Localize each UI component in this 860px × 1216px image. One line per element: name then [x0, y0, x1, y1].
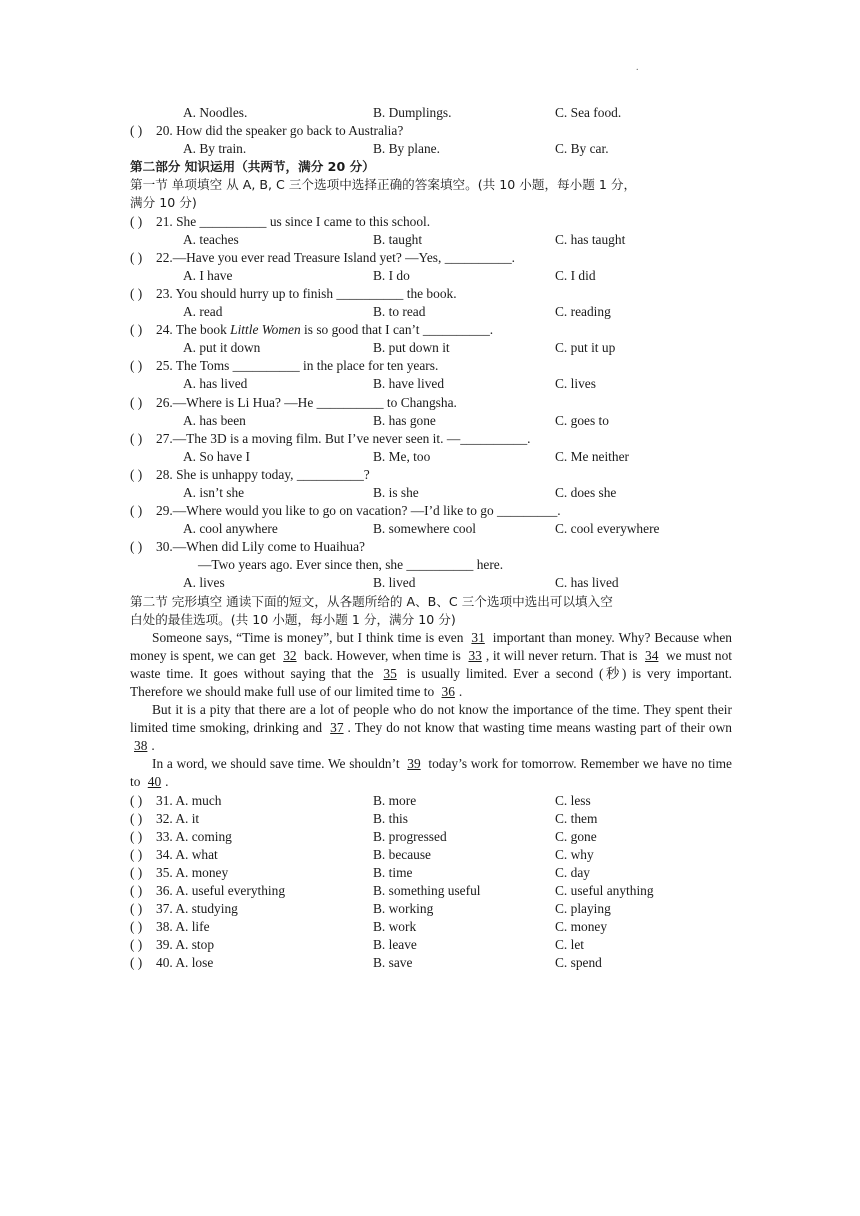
cloze-option-33	[130, 828, 732, 846]
blank-40: 40	[147, 774, 162, 790]
cloze-option-35	[130, 864, 732, 882]
passage-text: But it is a pity that there are a lot of people who do not know the importance of the time. They spent their limited time smoking, drinking and	[130, 702, 732, 736]
q19-option-a: A. Noodles.	[183, 105, 248, 120]
question-27	[130, 430, 732, 448]
option-b: B. Me, too	[373, 448, 431, 464]
option-a: 32. A. it	[156, 810, 200, 826]
q20-option-c: C. By car.	[555, 141, 609, 157]
passage-paragraph-3	[130, 755, 732, 791]
blank-36: 36	[441, 684, 455, 699]
q26-options	[130, 412, 732, 430]
option-b: B. more	[373, 792, 417, 808]
question-24	[130, 321, 732, 339]
option-b: B. is she	[373, 484, 419, 500]
q23-options	[130, 303, 732, 321]
question-text: 29.—Where would you like to go on vacation? —I’d like to go _________.	[156, 503, 561, 519]
q29-options	[130, 520, 732, 538]
blank-32: 32	[283, 647, 297, 663]
passage-text: important than money. Why? Because when money is spent, we can get	[130, 629, 732, 663]
answer-blank: ( )	[130, 358, 143, 374]
q22-options	[130, 267, 732, 285]
option-c: C. Me neither	[555, 448, 630, 464]
option-b: B. taught	[373, 231, 423, 247]
option-c: C. useful anything	[555, 883, 654, 899]
question-21	[130, 213, 732, 231]
option-a: 39. A. stop	[156, 937, 215, 953]
answer-blank: ( )	[130, 249, 143, 265]
option-a: 36. A. useful everything	[156, 883, 286, 899]
blank-31: 31	[471, 629, 485, 645]
passage-text: , it will never return. That is	[485, 647, 642, 663]
blank-39: 39	[407, 756, 421, 772]
question-text: 26.—Where is Li Hua? —He __________ to Changsha.	[156, 394, 457, 410]
question-22	[130, 249, 732, 267]
passage-text: is usually limited. Ever a second (秒) is very important. Therefore we should make full use of our limited time to	[130, 665, 732, 699]
q30-options	[130, 574, 732, 592]
option-a: A. has lived	[183, 376, 248, 392]
option-c: C. money	[555, 919, 608, 935]
answer-blank: ( )	[130, 430, 143, 446]
cloze-option-39	[130, 936, 732, 954]
cloze-option-40	[130, 954, 732, 972]
passage-text: we must not waste time. It goes without saying that the	[130, 647, 732, 681]
question-30	[130, 538, 732, 556]
answer-blank: ( )	[130, 864, 143, 880]
blank-37: 37	[330, 720, 344, 736]
q19-options	[130, 104, 732, 122]
cloze-option-34	[130, 846, 732, 864]
q20-option-b: B. By plane.	[373, 141, 440, 157]
option-b: B. have lived	[373, 376, 445, 392]
q20-option-a: A. By train.	[183, 141, 247, 157]
option-b: B. has gone	[373, 412, 436, 428]
option-b: B. this	[373, 810, 408, 826]
question-text-pre: 24. The book	[156, 322, 231, 338]
corner-mark: .	[636, 62, 639, 73]
answer-blank: ( )	[130, 213, 143, 229]
blank-33: 33	[468, 647, 482, 663]
option-c: C. cool everywhere	[555, 521, 660, 537]
answer-blank: ( )	[130, 503, 143, 519]
answer-blank: ( )	[130, 123, 143, 139]
question-29	[130, 502, 732, 520]
option-b: B. save	[373, 955, 413, 971]
passage-paragraph-2	[130, 701, 732, 755]
q21-options	[130, 231, 732, 249]
option-c: C. reading	[555, 304, 611, 320]
section1-title: 第一节 单项填空 从 A, B, C 三个选项中选择正确的答案填空。(共 10 小题，每小题 1 分，	[130, 177, 637, 193]
option-a: 33. A. coming	[156, 828, 232, 844]
section1-title-line2: 满分 10 分)	[130, 195, 197, 211]
book-title: Little Women	[230, 322, 301, 338]
option-b: B. progressed	[373, 828, 447, 844]
option-a: 31. A. much	[156, 792, 222, 808]
option-a: A. I have	[183, 267, 233, 283]
option-a: 38. A. life	[156, 919, 210, 935]
option-c: C. less	[555, 792, 591, 808]
option-c: C. why	[555, 846, 594, 862]
option-a: A. cool anywhere	[183, 521, 278, 537]
option-c: C. has taught	[555, 231, 626, 247]
answer-blank: ( )	[130, 937, 143, 953]
passage-text: .	[458, 684, 463, 699]
blank-38: 38	[134, 738, 148, 754]
cloze-option-31	[130, 792, 732, 810]
option-a: A. has been	[183, 412, 246, 428]
section2-title-line2: 白处的最佳选项。(共 10 小题，每小题 1 分，满分 10 分)	[130, 611, 456, 627]
q28-options	[130, 484, 732, 502]
option-a: 34. A. what	[156, 846, 218, 862]
section2-title-line1: 第二节 完形填空 通读下面的短文，从各题所给的 A、B、C 三个选项中选出可以填入空	[130, 593, 613, 609]
exam-page	[130, 104, 732, 973]
answer-blank: ( )	[130, 955, 143, 971]
option-a: 37. A. studying	[156, 901, 238, 917]
cloze-option-37	[130, 900, 732, 918]
passage-text: today’s work for tomorrow. Remember we have no time to	[130, 756, 732, 790]
answer-blank: ( )	[130, 466, 143, 482]
answer-blank: ( )	[130, 539, 143, 555]
option-c: C. lives	[555, 376, 596, 392]
q20-options	[130, 140, 732, 158]
q25-options	[130, 375, 732, 393]
question-20	[130, 122, 732, 140]
question-text: 30.—When did Lily come to Huaihua?	[156, 539, 365, 555]
blank-35: 35	[383, 665, 397, 681]
question-25	[130, 357, 732, 375]
option-c: C. them	[555, 810, 598, 826]
passage-text: back. However, when time is	[300, 647, 465, 663]
passage-text: In a word, we should save time. We shouldn’t	[152, 756, 404, 772]
question-text: 25. The Toms __________ in the place for ten years.	[156, 358, 439, 374]
option-b: B. to read	[373, 304, 426, 320]
question-28	[130, 466, 732, 484]
option-a: A. put it down	[183, 340, 261, 356]
answer-blank: ( )	[130, 394, 143, 410]
cloze-option-36	[130, 882, 732, 900]
question-text: 20. How did the speaker go back to Australia?	[156, 123, 404, 139]
option-c: C. I did	[555, 267, 596, 283]
answer-blank: ( )	[130, 846, 143, 862]
answer-blank: ( )	[130, 901, 143, 917]
option-a: A. So have I	[183, 448, 250, 464]
option-b: B. put down it	[373, 340, 450, 356]
q27-options	[130, 448, 732, 466]
option-a: A. read	[183, 304, 223, 320]
option-c: C. spend	[555, 955, 602, 971]
option-b: B. somewhere cool	[373, 521, 477, 537]
option-b: B. working	[373, 901, 434, 917]
question-text	[156, 321, 493, 339]
answer-blank: ( )	[130, 919, 143, 935]
option-c: C. let	[555, 937, 585, 953]
option-c: C. goes to	[555, 412, 609, 428]
passage-paragraph-1	[130, 629, 732, 701]
option-a: 40. A. lose	[156, 955, 214, 971]
passage-text: . They do not know that wasting time means wasting part of their own	[347, 720, 732, 736]
question-text: 27.—The 3D is a moving film. But I’ve never seen it. —__________.	[156, 430, 531, 446]
option-a: A. lives	[183, 575, 225, 591]
option-b: B. lived	[373, 575, 416, 591]
answer-blank: ( )	[130, 322, 143, 338]
question-26	[130, 394, 732, 412]
question-text-continued: —Two years ago. Ever since then, she __________ here.	[198, 557, 504, 573]
q19-option-b: B. Dumplings.	[373, 105, 452, 120]
answer-blank: ( )	[130, 828, 143, 844]
option-b: B. I do	[373, 267, 410, 283]
option-a: A. teaches	[183, 231, 239, 247]
answer-blank: ( )	[130, 792, 143, 808]
option-c: C. put it up	[555, 340, 616, 356]
option-b: B. something useful	[373, 883, 481, 899]
question-30-line2	[130, 556, 732, 574]
cloze-option-32	[130, 810, 732, 828]
option-c: C. day	[555, 864, 590, 880]
cloze-option-38	[130, 918, 732, 936]
option-b: B. leave	[373, 937, 417, 953]
option-c: C. gone	[555, 828, 597, 844]
option-c: C. does she	[555, 484, 617, 500]
question-text: 23. You should hurry up to finish __________ the book.	[156, 285, 457, 301]
question-23	[130, 285, 732, 303]
question-text-post: is so good that I can’t __________.	[300, 322, 494, 338]
part2-title: 第二部分 知识运用（共两节，满分 20 分）	[130, 159, 375, 175]
question-text: 22.—Have you ever read Treasure Island yet? —Yes, __________.	[156, 249, 516, 265]
option-b: B. work	[373, 919, 417, 935]
passage-text: .	[151, 738, 155, 754]
section1-title-line1	[130, 176, 732, 194]
option-a: 35. A. money	[156, 864, 229, 880]
question-text: 28. She is unhappy today, __________?	[156, 466, 370, 482]
passage-text: Someone says, “Time is money”, but I think time is even	[152, 629, 468, 645]
option-b: B. time	[373, 864, 413, 880]
q19-option-c: C. Sea food.	[555, 105, 622, 120]
option-b: B. because	[373, 846, 432, 862]
option-c: C. playing	[555, 901, 611, 917]
passage-text: .	[165, 774, 169, 790]
option-c: C. has lived	[555, 575, 619, 591]
option-a: A. isn’t she	[183, 484, 245, 500]
answer-blank: ( )	[130, 883, 143, 899]
answer-blank: ( )	[130, 810, 143, 826]
question-text: 21. She __________ us since I came to this school.	[156, 213, 431, 229]
answer-blank: ( )	[130, 285, 143, 301]
q24-options	[130, 339, 732, 357]
blank-34: 34	[645, 647, 659, 663]
